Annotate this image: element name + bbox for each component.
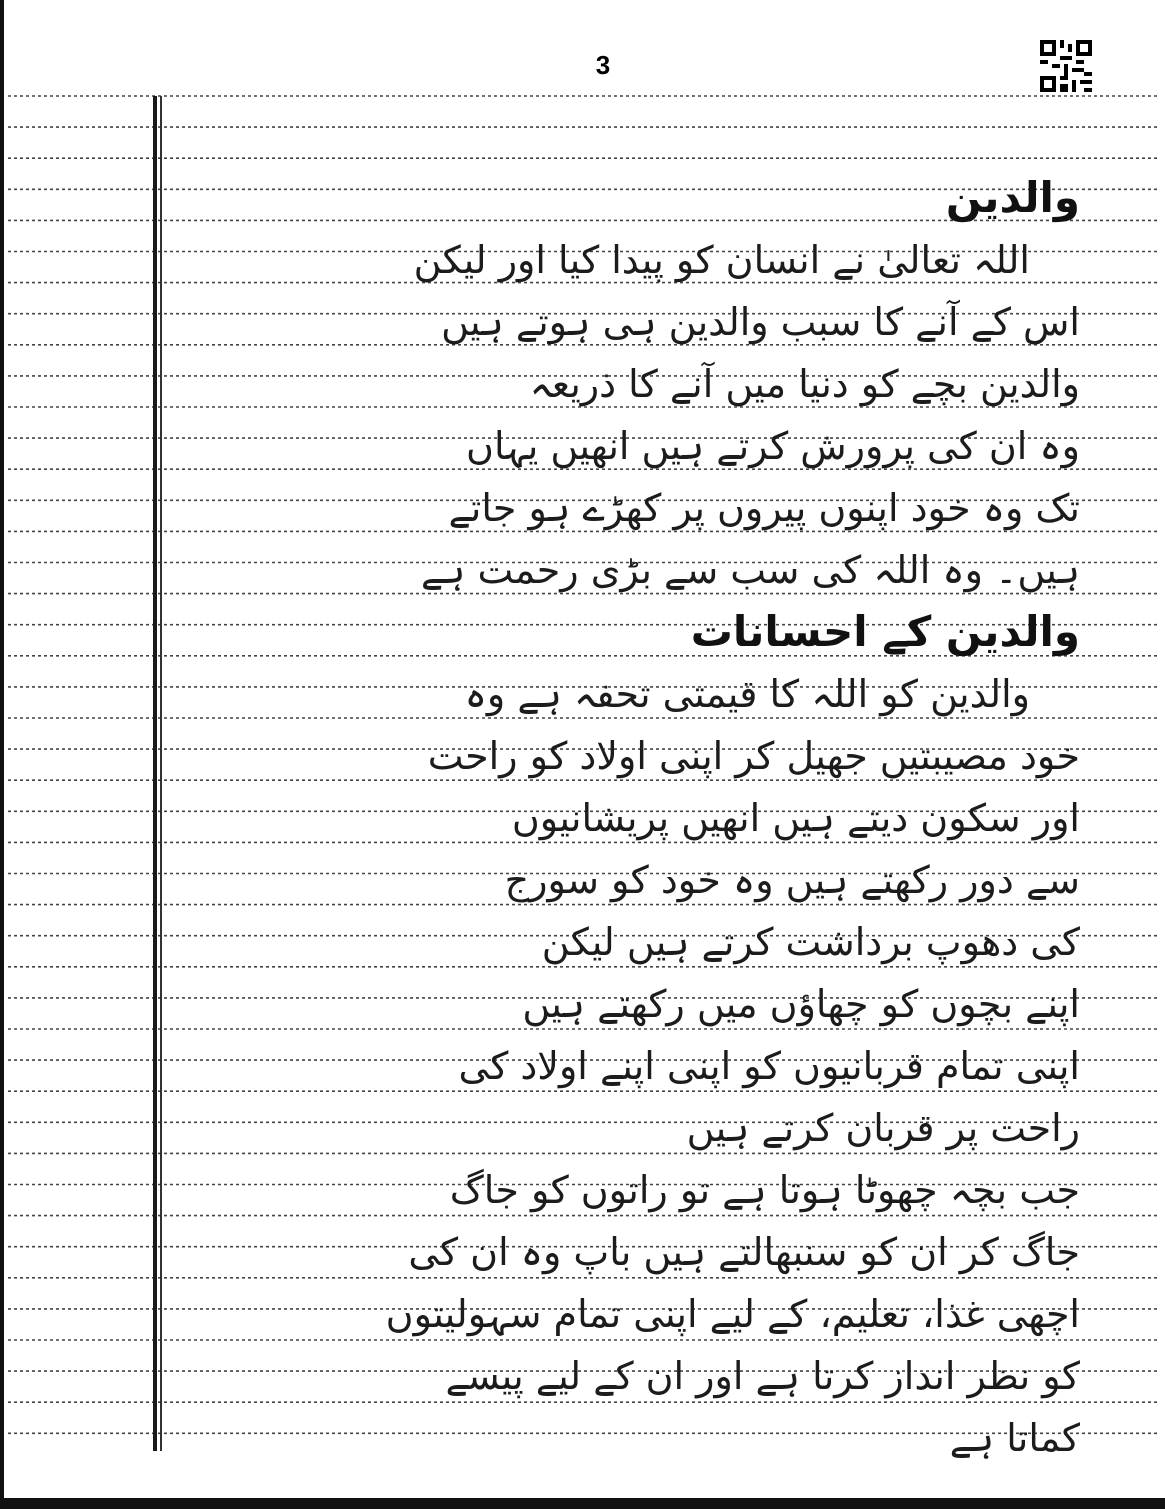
text-line: ہیں۔ وہ اللہ کی سب سے بڑی رحمت ہے — [420, 548, 1080, 592]
text-line: اس کے آنے کا سبب والدین ہی ہوتے ہیں — [441, 300, 1080, 344]
text-line: والدین کو اللہ کا قیمتی تحفہ ہے وہ — [464, 672, 1030, 716]
text-line: جاگ کر ان کو سنبھالتے ہیں باپ وہ ان کی — [408, 1230, 1080, 1274]
text-line: جب بچہ چھوٹا ہوتا ہے تو راتوں کو جاگ — [449, 1168, 1080, 1212]
text-line: خود مصیبتیں جھیل کر اپنی اولاد کو راحت — [427, 734, 1080, 778]
text-line: اپنی تمام قربانیوں کو اپنی اپنے اولاد کی — [458, 1044, 1080, 1088]
text-line: تک وہ خود اپنوں پیروں پر کھڑے ہو جاتے — [448, 486, 1080, 530]
qr-code-icon — [1040, 40, 1092, 92]
text-line: اور سکون دیتے ہیں انھیں پریشانیوں — [511, 796, 1080, 840]
text-line: سے دور رکھتے ہیں وہ خود کو سورج — [504, 858, 1080, 902]
section-heading: والدین کے احسانات — [690, 607, 1080, 656]
text-line: وہ ان کی پرورش کرتے ہیں انھیں یہاں — [466, 424, 1080, 468]
essay-title: والدین — [945, 173, 1080, 222]
handwritten-text — [180, 170, 1080, 1460]
margin-line — [153, 96, 157, 1451]
text-line: والدین بچے کو دنیا میں آنے کا ذریعہ — [529, 362, 1080, 406]
margin-line-inner — [160, 96, 162, 1451]
text-line: اچھی غذا، تعلیم، کے لیے اپنی تمام سہولیتوں — [385, 1292, 1080, 1336]
text-line: اللہ تعالیٰ نے انسان کو پیدا کیا اور لیکن — [413, 238, 1030, 282]
text-line: کو نظر انداز کرتا ہے اور ان کے لیے پیسے — [445, 1354, 1080, 1398]
text-line: راحت پر قربان کرتے ہیں — [686, 1106, 1080, 1150]
page-number: 3 — [595, 50, 611, 80]
text-line: اپنے بچوں کو چھاؤں میں رکھتے ہیں — [522, 982, 1080, 1026]
text-line: کی دھوپ برداشت کرتے ہیں لیکن — [541, 920, 1080, 964]
text-line: کماتا ہے — [949, 1416, 1080, 1460]
